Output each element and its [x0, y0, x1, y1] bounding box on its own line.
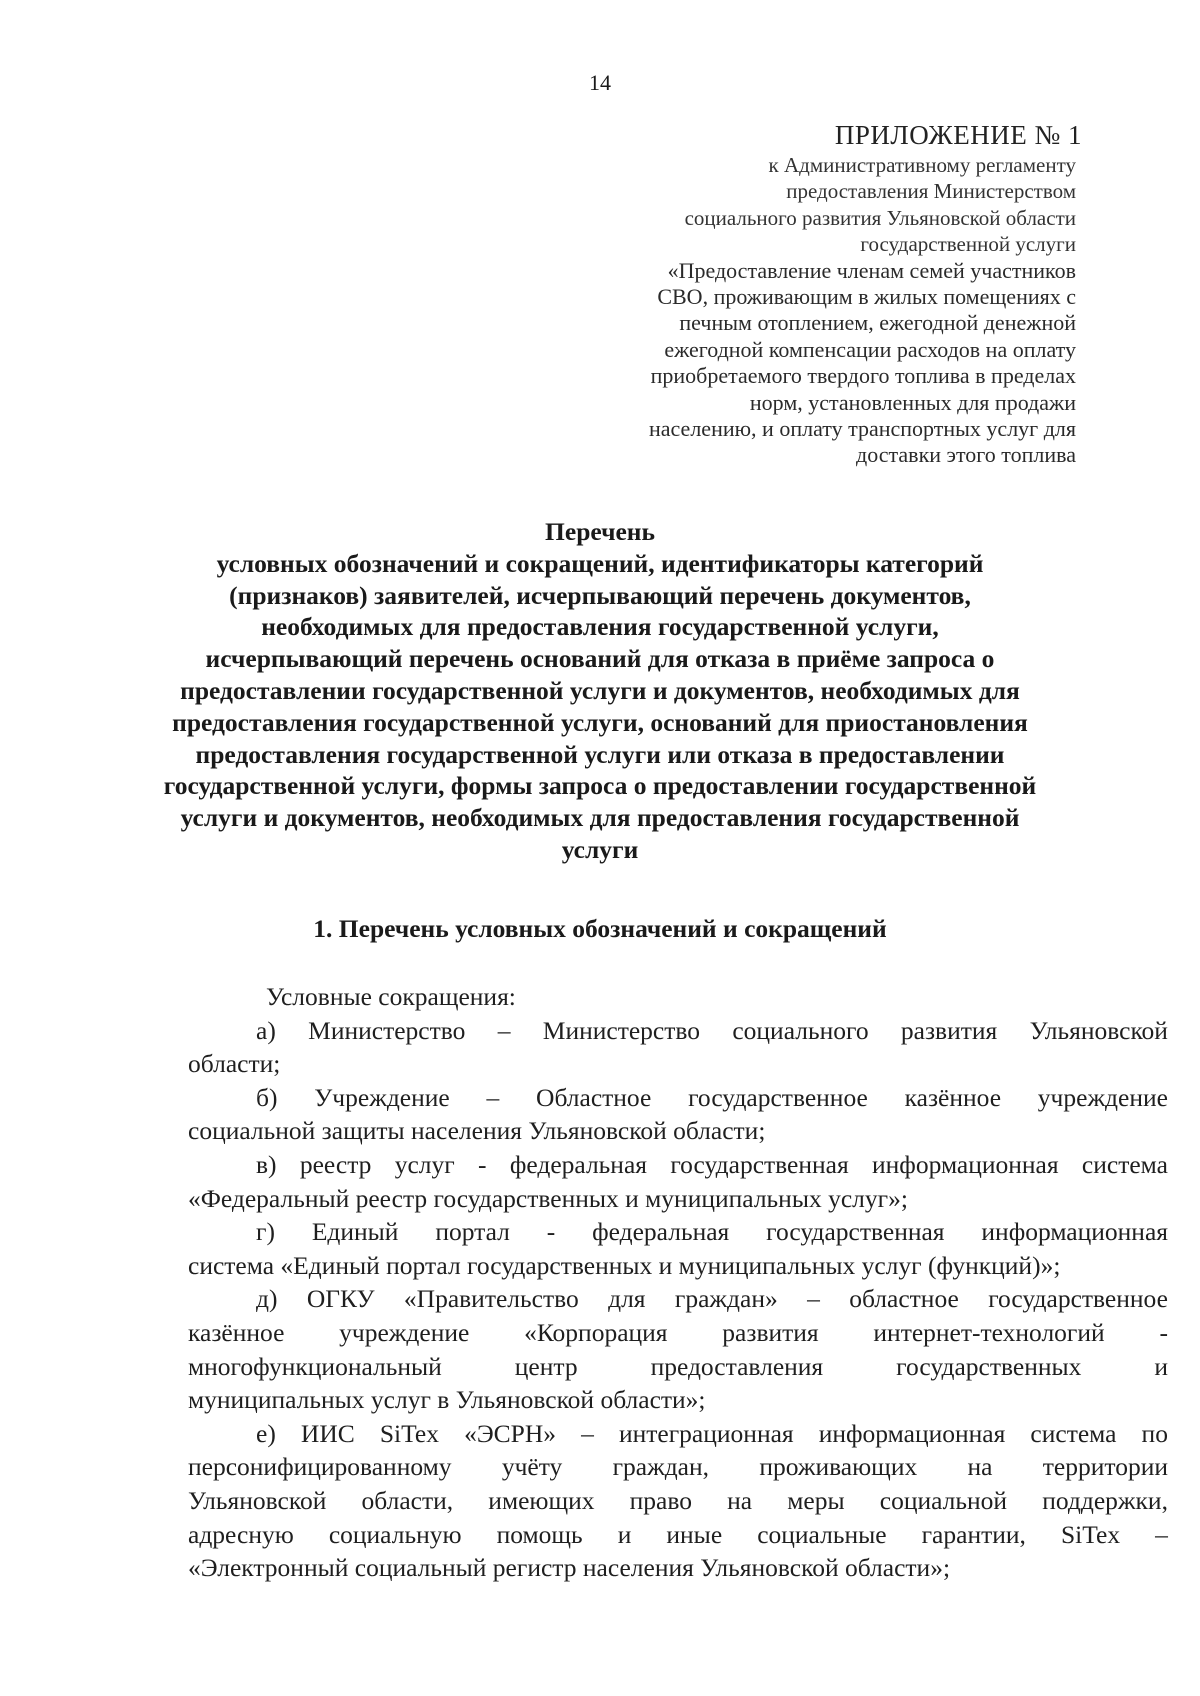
- word: г): [256, 1217, 275, 1247]
- word: учреждение: [1037, 1082, 1168, 1112]
- word: развития: [722, 1317, 819, 1347]
- word: центр: [514, 1351, 578, 1381]
- word: –: [1155, 1519, 1168, 1549]
- word: областное: [849, 1284, 959, 1314]
- word: иные: [666, 1519, 723, 1549]
- word: «Правительство: [403, 1284, 579, 1314]
- item-g-line-2: система «Единый портал государственных и муниципальных услуг (функций)»;: [188, 1250, 1061, 1280]
- word: Учреждение: [314, 1082, 450, 1112]
- item-e-line-2: [188, 1450, 1168, 1484]
- item-e-line-1: [188, 1417, 1168, 1451]
- appendix-line: к Административному регламенту: [768, 153, 1076, 177]
- word: интернет-технологий: [873, 1317, 1105, 1347]
- word: помощь: [496, 1519, 583, 1549]
- word: -: [478, 1149, 487, 1179]
- item-a-line-1: [188, 1014, 1168, 1048]
- word: б): [256, 1082, 278, 1112]
- word: государственное: [688, 1082, 868, 1112]
- word: государственная: [766, 1217, 945, 1247]
- word: области,: [361, 1485, 454, 1515]
- word: федеральная: [592, 1217, 730, 1247]
- word: информационная: [818, 1418, 1006, 1448]
- word: федеральная: [509, 1149, 647, 1179]
- heading-line: Перечень: [545, 517, 655, 546]
- word: гарантии,: [921, 1519, 1026, 1549]
- appendix-line: «Предоставление членам семей участников: [667, 257, 1076, 283]
- appendix-title: ПРИЛОЖЕНИЕ № 1: [834, 120, 1082, 150]
- word: Министерство: [308, 1015, 466, 1045]
- word: социальной: [879, 1485, 1008, 1515]
- word: на: [967, 1452, 993, 1482]
- item-b-line-2: социальной защиты населения Ульяновской области;: [188, 1116, 766, 1146]
- word: по: [1141, 1418, 1168, 1448]
- word: и: [617, 1519, 632, 1549]
- word: многофункциональный: [188, 1351, 442, 1381]
- word: для: [608, 1284, 646, 1314]
- heading-line: услуги: [561, 834, 639, 864]
- word: д): [256, 1284, 278, 1314]
- word: услуг: [394, 1149, 455, 1179]
- word: –: [807, 1284, 820, 1314]
- appendix-line: доставки этого топлива: [856, 442, 1076, 468]
- item-d-line-3: [188, 1350, 1168, 1384]
- word: SiTex: [379, 1418, 439, 1448]
- word: -: [546, 1217, 556, 1247]
- word: и: [1154, 1351, 1168, 1381]
- word: -: [1159, 1317, 1168, 1347]
- word: е): [256, 1418, 276, 1448]
- document-heading: [150, 516, 1050, 866]
- heading-line: необходимых для предоставления государственной услуги,: [261, 612, 939, 642]
- word: государственная: [670, 1149, 849, 1179]
- section-body: [188, 980, 1168, 1585]
- word: адресную: [188, 1519, 294, 1549]
- item-v-line-1: [188, 1148, 1168, 1182]
- item-d-line-2: [188, 1316, 1168, 1350]
- word: социальную: [328, 1519, 462, 1549]
- heading-line: государственной услуги, формы запроса о предоставлении государственной: [163, 771, 1037, 801]
- word: информационная: [981, 1217, 1168, 1247]
- page-number: 14: [589, 70, 611, 95]
- heading-line: условных обозначений и сокращений, идентификаторы категорий: [216, 548, 984, 578]
- word: «ЭСРН»: [464, 1418, 557, 1448]
- word: в): [256, 1149, 277, 1179]
- word: Областное: [536, 1082, 652, 1112]
- item-v-line-2: «Федеральный реестр государственных и муниципальных услуг»;: [188, 1183, 908, 1213]
- word: социальные: [757, 1519, 887, 1549]
- appendix-line: СВО, проживающим в жилых помещениях с: [657, 284, 1076, 310]
- word: социального: [732, 1015, 869, 1045]
- word: система: [1030, 1418, 1117, 1448]
- word: персонифицированному: [188, 1452, 452, 1482]
- word: –: [497, 1015, 511, 1045]
- word: портал: [435, 1217, 510, 1247]
- word: «Корпорация: [524, 1317, 668, 1347]
- word: поддержки,: [1042, 1485, 1168, 1515]
- item-b-line-1: [188, 1081, 1168, 1115]
- word: на: [727, 1485, 753, 1515]
- intro-text: Условные сокращения:: [266, 982, 516, 1011]
- word: территории: [1042, 1452, 1168, 1482]
- word: право: [629, 1485, 692, 1515]
- word: казённое: [904, 1082, 1002, 1112]
- word: ОГКУ: [306, 1284, 375, 1314]
- word: предоставления: [650, 1351, 824, 1381]
- item-d-line-4: муниципальных услуг в Ульяновской области»;: [188, 1385, 706, 1415]
- appendix-line: предоставления Министерством: [786, 179, 1076, 204]
- word: имеющих: [488, 1485, 595, 1515]
- heading-line: (признаков) заявителей, исчерпывающий перечень документов,: [229, 580, 971, 610]
- section-heading: 1. Перечень условных обозначений и сокращений: [313, 914, 887, 943]
- word: интеграционная: [618, 1418, 794, 1448]
- word: проживающих: [759, 1452, 918, 1482]
- appendix-line: приобретаемого твердого топлива в пределах: [650, 363, 1076, 389]
- word: а): [256, 1015, 276, 1045]
- item-e-line-3: [188, 1484, 1168, 1518]
- heading-line: услуги и документов, необходимых для предоставления государственной: [180, 803, 1020, 833]
- heading-line: предоставления государственной услуги, оснований для приостановления: [172, 707, 1028, 737]
- word: государственное: [988, 1284, 1168, 1314]
- heading-line: исчерпывающий перечень оснований для отказа в приёме запроса о: [205, 644, 995, 674]
- word: учреждение: [339, 1317, 470, 1347]
- item-e-line-4: [188, 1518, 1168, 1552]
- item-g-line-1: [188, 1215, 1168, 1249]
- word: –: [486, 1082, 500, 1112]
- word: –: [581, 1418, 594, 1448]
- word: система: [1081, 1149, 1168, 1179]
- word: ИИС: [300, 1418, 355, 1448]
- word: меры: [787, 1485, 845, 1515]
- word: Единый: [311, 1217, 399, 1247]
- appendix-line: ежегодной компенсации расходов на оплату: [664, 336, 1076, 362]
- appendix-line: норм, установленных для продажи: [749, 389, 1076, 415]
- word: казённое: [188, 1317, 285, 1347]
- item-e-line-5: «Электронный социальный регистр населения Ульяновской области»;: [188, 1553, 951, 1583]
- word: учёту: [501, 1452, 563, 1482]
- appendix-line: населению, и оплату транспортных услуг для: [648, 416, 1076, 442]
- word: развития: [900, 1015, 998, 1045]
- word: граждан»: [674, 1284, 778, 1314]
- item-a-line-2: области;: [188, 1049, 281, 1079]
- word: граждан,: [612, 1452, 710, 1482]
- item-d-line-1: [188, 1282, 1168, 1316]
- word: информационная: [872, 1149, 1059, 1179]
- word: государственных: [896, 1351, 1082, 1381]
- word: реестр: [299, 1149, 372, 1179]
- word: Министерство: [542, 1015, 701, 1045]
- heading-line: предоставлении государственной услуги и документов, необходимых для: [180, 675, 1020, 705]
- appendix-line: печным отоплением, ежегодной денежной: [679, 310, 1076, 336]
- heading-line: предоставления государственной услуги или отказа в предоставлении: [195, 739, 1005, 769]
- appendix-line: государственной услуги: [860, 232, 1076, 257]
- word: SiTex: [1060, 1519, 1121, 1549]
- word: Ульяновской: [188, 1485, 327, 1515]
- appendix-line: социального развития Ульяновской области: [684, 205, 1076, 230]
- word: Ульяновской: [1029, 1015, 1168, 1045]
- appendix-reference: [516, 152, 1076, 469]
